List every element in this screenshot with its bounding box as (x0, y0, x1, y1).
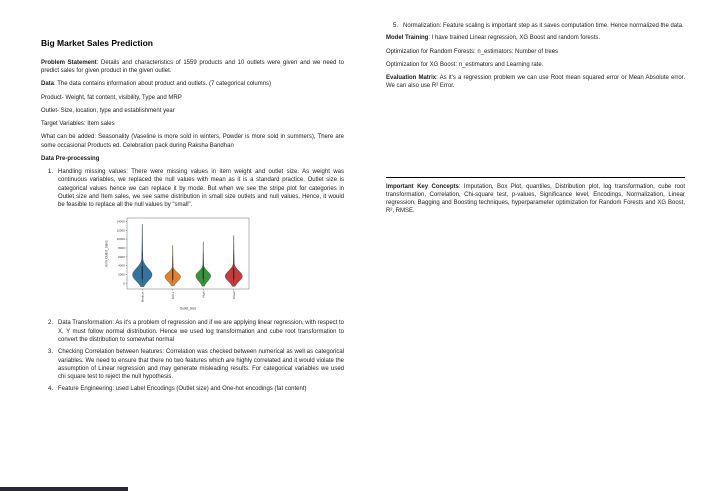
section-divider (386, 177, 685, 178)
paragraph-text: : As it's a regression problem we can use Root mean squared error or Mean Absolute error. We can also use R² Error. (386, 75, 685, 90)
heading-data-preprocessing (41, 155, 344, 163)
x-tick-label: Small (231, 292, 236, 300)
list-item-number: 1. (48, 169, 54, 176)
right-column (386, 22, 685, 221)
violin-plot (103, 213, 253, 313)
list-item-text: Handling missing values: There were missing values in item weight and outlet size. As weight was continuous variables, we replaced the null values with mean as it is a standard practice. Outlet size is categorical values hence we can replace it by mode. But when we see the stripe plot for categories in Outlet size and Item sales, we see same distribution in small size outlets and null values. Hence, it would be feasible to replace all the null values by "small". (58, 169, 344, 209)
dark-bar-fragment (0, 487, 128, 491)
bold-label: Data (41, 81, 55, 88)
paragraph-target-variables: Target Variables: Item sales (41, 121, 115, 128)
y-tick-label: 6000 (118, 255, 125, 260)
list-item-text: Checking Correlation between features: Correlation was checked between numerical as well as categorical variables. We need to ensure that there no two features which are highly correlated and it would violate the assumption of Linear regression and may generate misleading results. For categorical variables we used chi square test to reject the null hypothesis. (58, 349, 344, 381)
x-tick-label: Medium (140, 292, 145, 303)
list-item-text: Feature Engineering: used Label Encodings (Outlet size) and One-hot encodings (fat content) (58, 386, 307, 393)
y-tick-label: 8000 (118, 246, 125, 251)
list-item-number: 3. (48, 349, 54, 356)
y-tick-label: 2000 (118, 272, 125, 277)
list-item-text: Normalization: Feature scaling is important step as it saves computation time. Hence normalized the data. (403, 23, 684, 29)
bold-label: Evaluation Matrix (386, 75, 437, 82)
bold-label: Important Key Concepts (386, 183, 459, 190)
bold-label: Model Training (386, 35, 429, 42)
x-tick-label: High (201, 292, 206, 299)
paragraph-what-can-be-added: What can be added: Seasonality (Vaseline is more sold in winters, Powder is more sold in summers), There are some occasional Products ed. Celebration pack during Raksha Bandhan (41, 134, 344, 149)
paragraph-problem-statement (41, 59, 344, 76)
document-title: Big Market Sales Prediction (41, 38, 153, 48)
list-item-2 (48, 319, 344, 344)
list-item-number: 5. (393, 23, 399, 29)
paragraph-product: Product- Weight, fat content, visibility, Type and MRP (41, 94, 182, 101)
y-tick-label: 12000 (116, 228, 125, 233)
paragraph-evaluation-matrix (386, 74, 685, 91)
y-tick-label: 10000 (116, 237, 125, 242)
bold-label: Data Pre-processing (41, 155, 100, 162)
list-item-4 (48, 385, 344, 393)
list-item-number: 4. (48, 386, 54, 393)
paragraph-text: : The data contains information about product and outlets. (7 categorical columns) (54, 81, 272, 88)
x-axis-title: Outlet_Size (179, 306, 197, 311)
left-column (41, 38, 344, 398)
y-tick-label: 4000 (118, 264, 125, 269)
list-item-number: 2. (48, 320, 54, 327)
y-tick-label: 0 (123, 281, 125, 286)
y-tick-label: 14000 (116, 219, 125, 224)
y-axis-title: Item_Outlet_Sales (104, 240, 109, 268)
list-item-3 (48, 348, 344, 381)
paragraph-optimization-rf: Optimization for Random Forests: n_estimators: Number of trees (386, 48, 559, 55)
paragraph-text: : Imputation, Box Plot, quantiles, Distribution plot, log transformation, cube root transformation, Correlation, Chi-square test, p-values, Significance level, Encodings, Normalization, Linear regression, Bagging and Boosting techniques, hyperparameter optimization for Random Forests and XG Boost, R², RMSE. (386, 183, 685, 215)
paragraph-outlet: Outlet- Size, location, type and establishment year (41, 107, 175, 114)
list-item-5 (393, 22, 685, 30)
violin-plot-figure (103, 213, 253, 313)
list-item-text: Data Transformation: As it's a problem of regression and if we are applying linear regression, with respect to X, Y must follow normal distribution. Hence we used log transformation and cube root transformation to convert the distribution to somewhat normal (58, 320, 344, 343)
paragraph-optimization-xgb: Optimization for XG Boost: n_estimators and Learning rate. (386, 61, 544, 68)
list-item-1 (48, 168, 344, 209)
paragraph-text: : Details and characteristics of 1559 products and 10 outlets were given and we need to predict sales for given product in the given outlet. (41, 59, 344, 74)
paragraph-model-training (386, 34, 685, 42)
paragraph-key-concepts (386, 183, 685, 216)
x-tick-label: NULL (170, 292, 175, 300)
paragraph-text: : I have trained Linear regression, XG Boost and random forests. (428, 35, 601, 42)
paragraph-data (41, 80, 344, 88)
bold-label: Problem Statement (41, 59, 97, 66)
